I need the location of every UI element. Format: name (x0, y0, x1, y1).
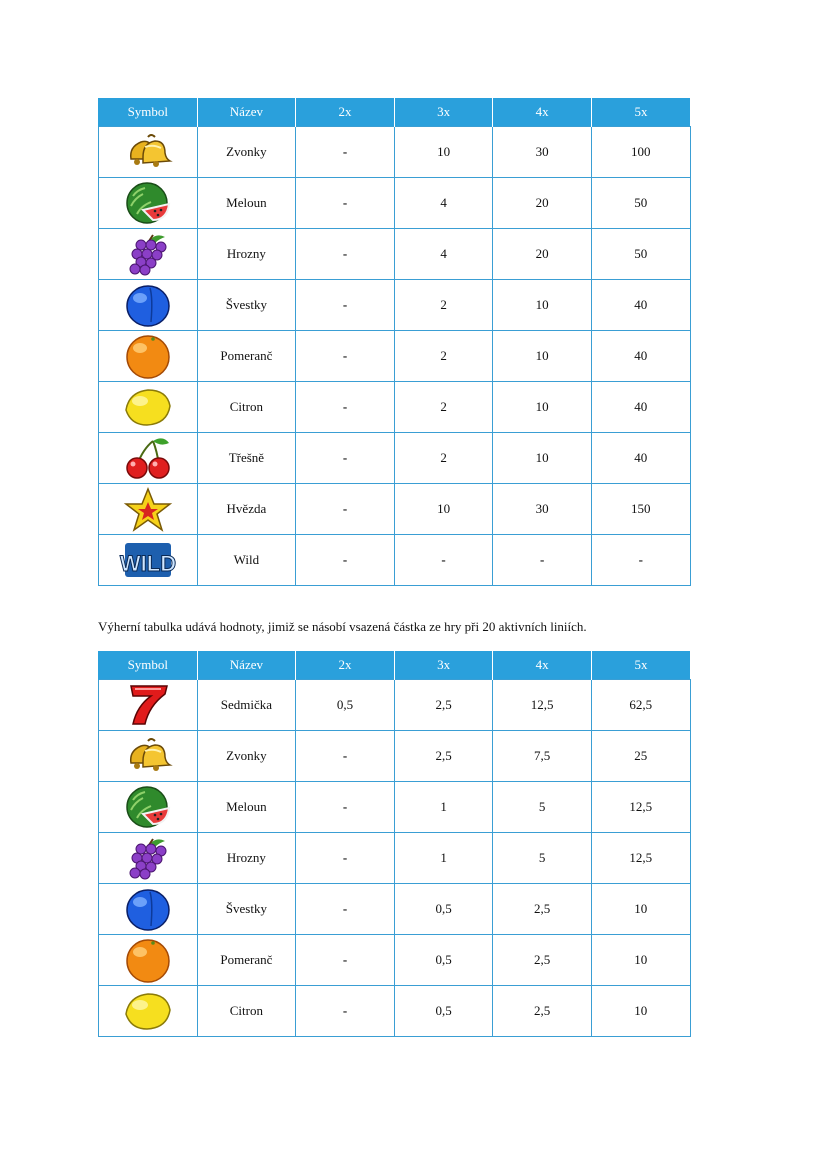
seven-icon (123, 682, 173, 728)
symbol-name: Citron (197, 986, 296, 1037)
paytable-note: Výherní tabulka udává hodnoty, jimiž se násobí vsazená částka ze hry při 20 aktivních liniích. (98, 619, 587, 634)
payout-3x: 10 (394, 484, 493, 535)
symbol-cell (99, 731, 198, 782)
col-header-symbol: Symbol (99, 98, 198, 127)
table-row (99, 127, 691, 178)
symbol-cell (99, 782, 198, 833)
payout-2x: - (296, 782, 395, 833)
payout-2x: - (296, 229, 395, 280)
symbol-cell (99, 680, 198, 731)
payout-3x: 2 (394, 331, 493, 382)
payout-5x: 12,5 (591, 782, 690, 833)
col-header-4x: 4x (493, 651, 592, 680)
payout-3x: 2,5 (394, 680, 493, 731)
col-header-name: Název (197, 98, 296, 127)
table-row (99, 229, 691, 280)
payout-2x: - (296, 484, 395, 535)
bells-icon (123, 733, 173, 779)
symbol-cell (99, 484, 198, 535)
col-header-5x: 5x (591, 98, 690, 127)
payout-5x: 62,5 (591, 680, 690, 731)
payout-3x: 2 (394, 280, 493, 331)
symbol-name: Švestky (197, 280, 296, 331)
payout-3x: - (394, 535, 493, 586)
payout-4x: 2,5 (493, 986, 592, 1037)
grapes-icon (123, 231, 173, 277)
symbol-name: Citron (197, 382, 296, 433)
payout-3x: 1 (394, 833, 493, 884)
lemon-icon (123, 384, 173, 430)
payout-5x: 40 (591, 331, 690, 382)
payout-2x: - (296, 935, 395, 986)
table-row (99, 884, 691, 935)
payout-3x: 4 (394, 178, 493, 229)
payout-2x: - (296, 833, 395, 884)
payout-2x: - (296, 280, 395, 331)
symbol-cell (99, 331, 198, 382)
symbol-name: Zvonky (197, 731, 296, 782)
payout-4x: 10 (493, 280, 592, 331)
plum-icon (123, 282, 173, 328)
table-row (99, 833, 691, 884)
symbol-name: Pomeranč (197, 331, 296, 382)
symbol-cell (99, 127, 198, 178)
symbol-name: Třešně (197, 433, 296, 484)
payout-3x: 0,5 (394, 986, 493, 1037)
table-row (99, 280, 691, 331)
grapes-icon (123, 835, 173, 881)
col-header-5x: 5x (591, 651, 690, 680)
payout-4x: 20 (493, 229, 592, 280)
symbol-name: Pomeranč (197, 935, 296, 986)
table-row (99, 382, 691, 433)
payout-4x: 10 (493, 433, 592, 484)
col-header-3x: 3x (394, 98, 493, 127)
payout-2x: - (296, 178, 395, 229)
table-row (99, 782, 691, 833)
payout-4x: 12,5 (493, 680, 592, 731)
symbol-name: Zvonky (197, 127, 296, 178)
paytable-2-body (99, 680, 691, 1037)
paytable-2 (98, 651, 691, 1037)
star-icon (123, 486, 173, 532)
orange-icon (123, 937, 173, 983)
wild-icon (119, 537, 176, 583)
payout-4x: - (493, 535, 592, 586)
symbol-cell (99, 382, 198, 433)
table-row (99, 680, 691, 731)
payout-4x: 30 (493, 484, 592, 535)
payout-3x: 10 (394, 127, 493, 178)
payout-3x: 0,5 (394, 935, 493, 986)
symbol-name: Wild (197, 535, 296, 586)
payout-5x: 50 (591, 229, 690, 280)
paytable-1 (98, 98, 691, 586)
payout-2x: - (296, 382, 395, 433)
payout-5x: 10 (591, 935, 690, 986)
payout-5x: 25 (591, 731, 690, 782)
payout-5x: 50 (591, 178, 690, 229)
symbol-cell (99, 833, 198, 884)
bells-icon (123, 129, 173, 175)
payout-3x: 2 (394, 433, 493, 484)
symbol-name: Hrozny (197, 833, 296, 884)
lemon-icon (123, 988, 173, 1034)
table-row (99, 986, 691, 1037)
payout-2x: - (296, 535, 395, 586)
table-header-row (99, 651, 691, 680)
table-row (99, 433, 691, 484)
payout-2x: - (296, 986, 395, 1037)
symbol-cell (99, 280, 198, 331)
payout-5x: 100 (591, 127, 690, 178)
col-header-name: Název (197, 651, 296, 680)
table-row (99, 935, 691, 986)
symbol-cell (99, 229, 198, 280)
symbol-name: Hrozny (197, 229, 296, 280)
orange-icon (123, 333, 173, 379)
col-header-4x: 4x (493, 98, 592, 127)
plum-icon (123, 886, 173, 932)
symbol-name: Švestky (197, 884, 296, 935)
symbol-name: Meloun (197, 782, 296, 833)
payout-4x: 2,5 (493, 884, 592, 935)
payout-5x: - (591, 535, 690, 586)
payout-3x: 4 (394, 229, 493, 280)
payout-4x: 30 (493, 127, 592, 178)
payout-2x: - (296, 884, 395, 935)
payout-4x: 5 (493, 833, 592, 884)
symbol-cell (99, 178, 198, 229)
col-header-2x: 2x (296, 98, 395, 127)
watermelon-icon (123, 784, 173, 830)
table-header-row (99, 98, 691, 127)
payout-2x: - (296, 331, 395, 382)
payout-4x: 20 (493, 178, 592, 229)
table-row (99, 331, 691, 382)
table-row (99, 484, 691, 535)
table-row (99, 178, 691, 229)
symbol-cell (99, 884, 198, 935)
payout-5x: 10 (591, 986, 690, 1037)
payout-4x: 7,5 (493, 731, 592, 782)
symbol-cell (99, 535, 198, 586)
payout-4x: 10 (493, 382, 592, 433)
payout-2x: - (296, 731, 395, 782)
symbol-name: Sedmička (197, 680, 296, 731)
payout-3x: 0,5 (394, 884, 493, 935)
symbol-name: Hvězda (197, 484, 296, 535)
payout-2x: - (296, 433, 395, 484)
svg-text:WILD: WILD (119, 551, 176, 576)
paytable-1-body (99, 127, 691, 586)
payout-2x: - (296, 127, 395, 178)
payout-5x: 150 (591, 484, 690, 535)
payout-5x: 40 (591, 280, 690, 331)
payout-5x: 12,5 (591, 833, 690, 884)
symbol-cell (99, 433, 198, 484)
payout-3x: 1 (394, 782, 493, 833)
table-row (99, 535, 691, 586)
payout-5x: 10 (591, 884, 690, 935)
payout-4x: 10 (493, 331, 592, 382)
payout-2x: 0,5 (296, 680, 395, 731)
payout-4x: 5 (493, 782, 592, 833)
payout-3x: 2,5 (394, 731, 493, 782)
col-header-symbol: Symbol (99, 651, 198, 680)
col-header-2x: 2x (296, 651, 395, 680)
cherries-icon (123, 435, 173, 481)
symbol-name: Meloun (197, 178, 296, 229)
payout-4x: 2,5 (493, 935, 592, 986)
symbol-cell (99, 986, 198, 1037)
symbol-cell (99, 935, 198, 986)
payout-5x: 40 (591, 433, 690, 484)
payout-3x: 2 (394, 382, 493, 433)
watermelon-icon (123, 180, 173, 226)
payout-5x: 40 (591, 382, 690, 433)
col-header-3x: 3x (394, 651, 493, 680)
table-row (99, 731, 691, 782)
